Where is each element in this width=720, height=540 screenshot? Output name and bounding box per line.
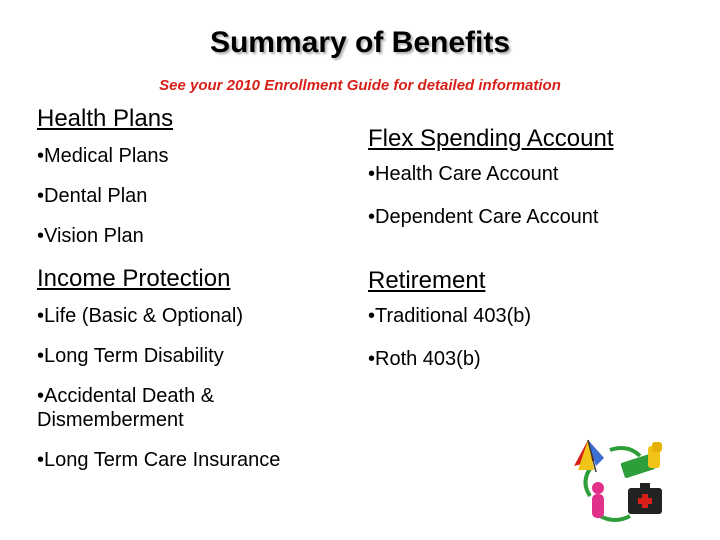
section-heading: Health Plans bbox=[37, 105, 174, 132]
section-heading: Flex Spending Account bbox=[368, 125, 614, 152]
list-item: •Life (Basic & Optional) bbox=[37, 305, 243, 327]
first-aid-kit-icon bbox=[628, 483, 662, 514]
list-item: •Roth 403(b) bbox=[368, 348, 481, 370]
section-heading: Income Protection bbox=[37, 265, 231, 292]
person-icon bbox=[592, 482, 604, 518]
section-health-plans bbox=[37, 104, 357, 248]
list-item: •Medical Plans bbox=[37, 145, 169, 167]
section-heading: Retirement bbox=[368, 267, 486, 294]
list-item: •Long Term Disability bbox=[37, 345, 224, 367]
list-item: •Long Term Care Insurance bbox=[37, 449, 281, 471]
list-item: •Accidental Death & Dismemberment bbox=[37, 385, 215, 431]
list-item: •Vision Plan bbox=[37, 225, 144, 247]
list-item: •Dependent Care Account bbox=[368, 206, 599, 228]
page-subtitle: See your 2010 Enrollment Guide for detailed information bbox=[159, 77, 561, 94]
list-item: •Dental Plan bbox=[37, 185, 148, 207]
list-item: •Traditional 403(b) bbox=[368, 305, 532, 327]
section-income-protection bbox=[37, 264, 357, 472]
right-column bbox=[368, 124, 698, 390]
benefits-clipart bbox=[570, 436, 670, 526]
left-column bbox=[37, 104, 357, 488]
section-retirement bbox=[368, 266, 698, 371]
list-item: •Health Care Account bbox=[368, 163, 559, 185]
umbrella-icon bbox=[574, 440, 604, 472]
section-flex-spending bbox=[368, 124, 698, 229]
page-title: Summary of Benefits bbox=[209, 26, 511, 59]
